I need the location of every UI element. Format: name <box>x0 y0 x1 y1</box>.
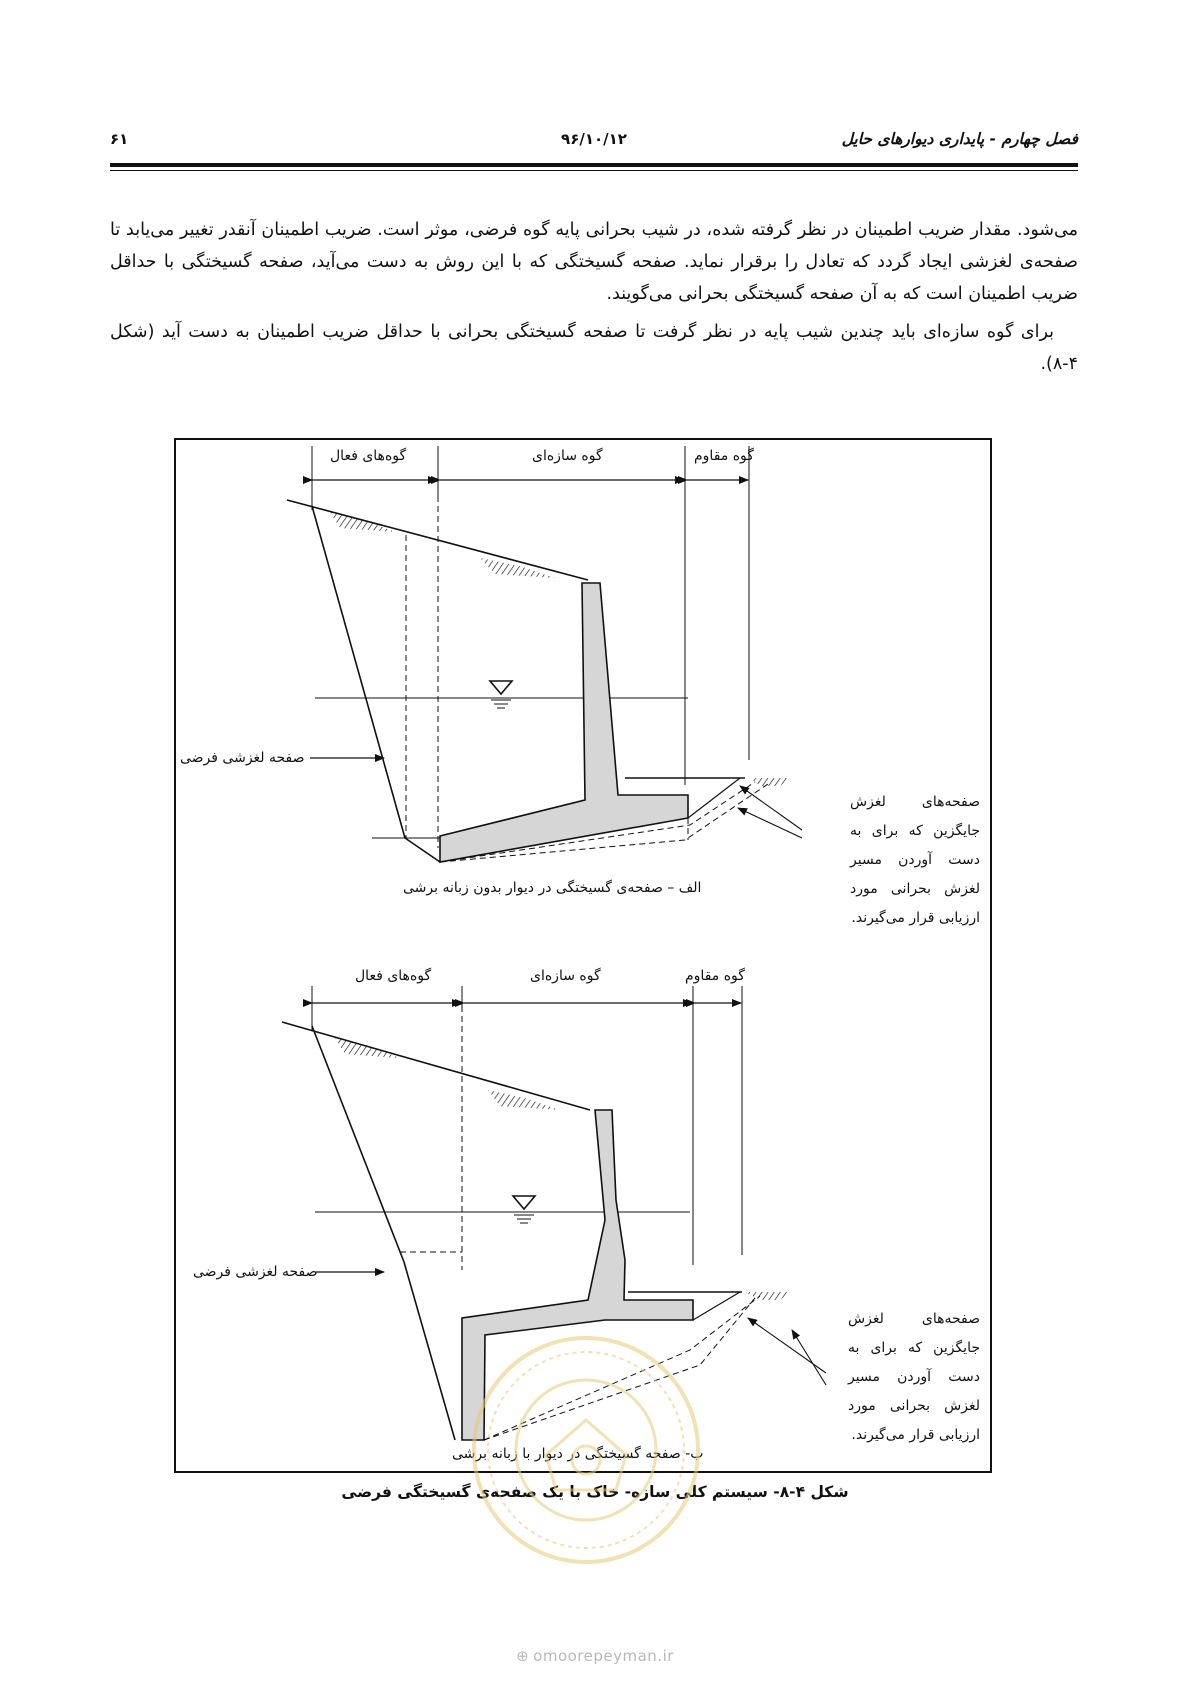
panel-a-structural-wedge-label: گوه سازه‌ای <box>532 448 603 464</box>
panel-b-resisting-wedge-label: گوه مقاوم <box>685 968 745 984</box>
panel-b-active-wedge-label: گوه‌های فعال <box>355 968 432 984</box>
panel-a <box>287 446 802 862</box>
panel-b-structural-wedge-label: گوه سازه‌ای <box>530 968 601 984</box>
panel-a-subcaption: الف – صفحه‌ی گسیختگی در دیوار بدون زبانه برشی <box>403 880 702 896</box>
panel-a-slip-plane-label: صفحه لغزشی فرضی <box>180 750 305 766</box>
panel-a-active-wedge-label: گوه‌های فعال <box>330 448 407 464</box>
panel-b-note: صفحه‌های لغزش جایگزین که برای به دست آوردن مسیر لغزش بحرانی مورد ارزیابی قرار می‌گیرند. <box>848 1311 980 1443</box>
globe-icon: ⊕ <box>516 1647 530 1665</box>
chapter-title: فصل چهارم - پایداری دیوارهای حایل <box>841 130 1078 148</box>
panel-a-note: صفحه‌های لغزش جایگزین که برای به دست آوردن مسیر لغزش بحرانی مورد ارزیابی قرار می‌گیرند. <box>850 794 980 926</box>
page-number: ۶۱ <box>110 130 129 148</box>
panel-b-subcaption: ب- صفحه گسیختگی در دیوار با زبانه برشی <box>452 1446 704 1462</box>
watermark-text: omoorepeyman.ir <box>533 1647 674 1665</box>
panel-a-resisting-wedge-label: گوه مقاوم <box>694 448 754 464</box>
watermark <box>0 1647 1190 1665</box>
panel-b <box>282 986 826 1440</box>
figure-caption: شکل ۴-۸- سیستم کلی سازه- خاک با یک صفحه‌ی گسیختگی فرضی <box>341 1483 849 1501</box>
panel-b-slip-plane-label: صفحه لغزشی فرضی <box>193 1264 318 1280</box>
paragraph-2: برای گوه سازه‌ای باید چندین شیب پایه در نظر گرفت تا صفحه گسیختگی بحرانی با حداقل ضریب اطمینان به دست آید (شکل ۴-۸). <box>110 322 1078 374</box>
header-date: ۹۶/۱۰/۱۲ <box>561 130 627 148</box>
paragraph-1: می‌شود. مقدار ضریب اطمینان در نظر گرفته شده، در شیب بحرانی پایه گوه فرضی، موثر است. ضریب اطمینان آنقدر تغییر می‌یابد تا صفحه‌ی لغزشی ایجاد گردد که تعادل را برقرار نماید. صفحه گسیختگی که با این روش به دست می‌آید، صفحه گسیختگی با حداقل ضریب اطمینان است که به آن صفحه گسیختگی بحرانی می‌گویند. <box>110 220 1078 304</box>
